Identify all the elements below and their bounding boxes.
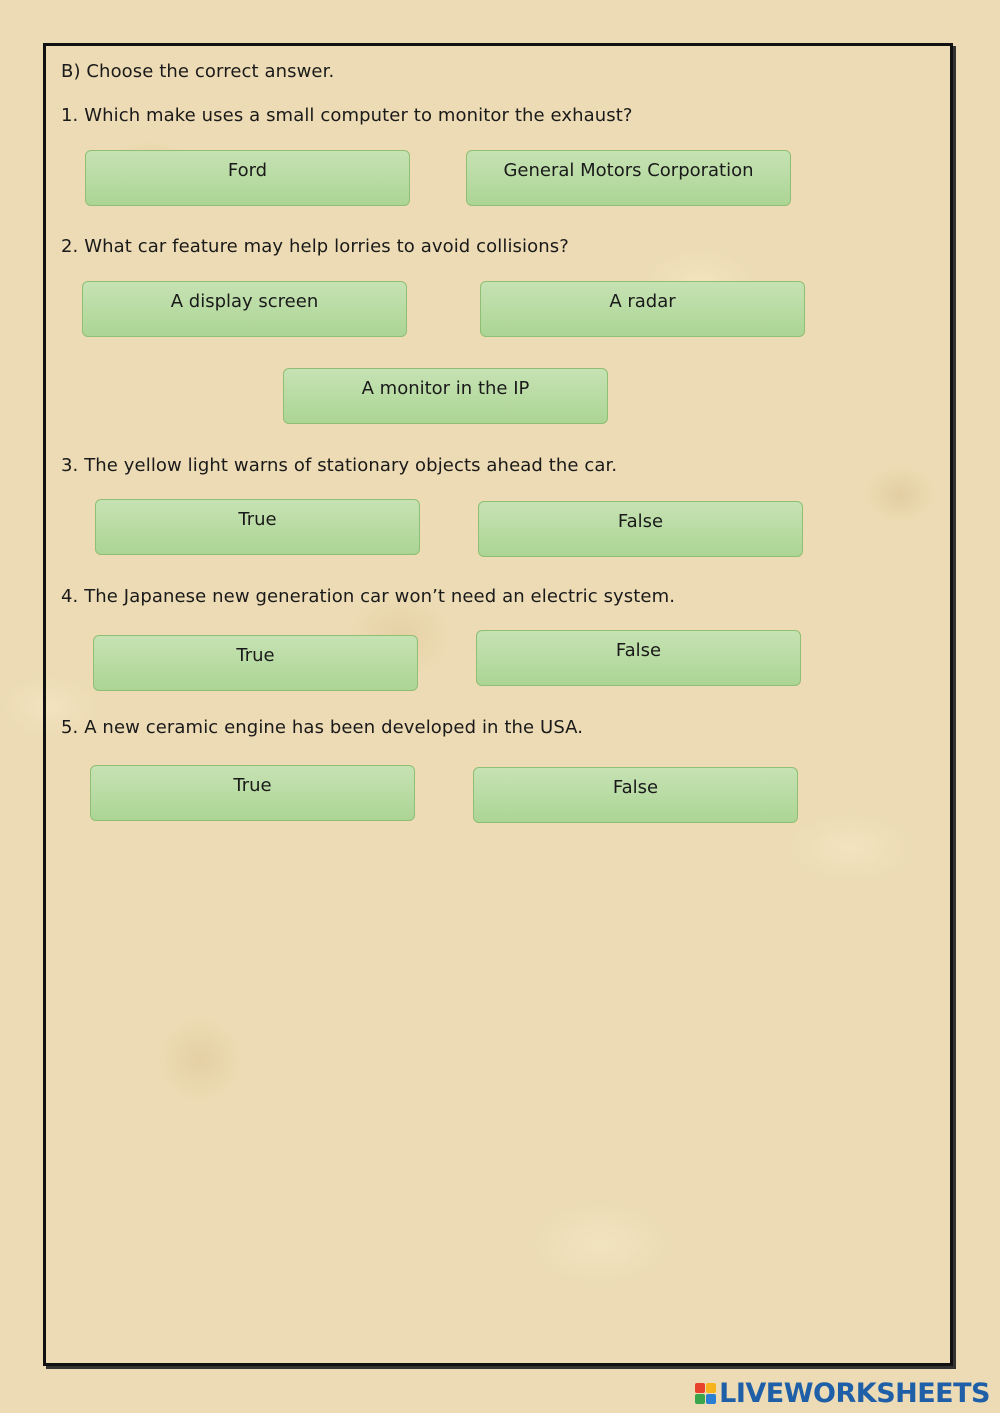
liveworksheets-brand[interactable] [695, 1378, 990, 1409]
question-4-text: 4. The Japanese new generation car won’t need an electric system. [61, 586, 676, 607]
q5-option-false[interactable]: False [473, 767, 798, 823]
q3-option-false[interactable]: False [478, 501, 803, 557]
logo-tile-red [695, 1383, 705, 1393]
q2-option-radar[interactable]: A radar [480, 281, 805, 337]
brand-name: LIVEWORKSHEETS [719, 1378, 990, 1409]
logo-tile-green [695, 1394, 705, 1404]
question-1-text: 1. Which make uses a small computer to monitor the exhaust? [61, 105, 633, 126]
instruction-text: B) Choose the correct answer. [61, 61, 335, 82]
question-3-text: 3. The yellow light warns of stationary objects ahead the car. [61, 455, 618, 476]
q4-option-true[interactable]: True [93, 635, 418, 691]
question-5-text: 5. A new ceramic engine has been developed in the USA. [61, 717, 584, 738]
q2-option-display-screen[interactable]: A display screen [82, 281, 407, 337]
liveworksheets-logo-icon [695, 1383, 716, 1404]
logo-tile-blue [706, 1394, 716, 1404]
q2-option-monitor[interactable]: A monitor in the IP [283, 368, 608, 424]
question-2-text: 2. What car feature may help lorries to avoid collisions? [61, 236, 569, 257]
q1-option-ford[interactable]: Ford [85, 150, 410, 206]
q5-option-true[interactable]: True [90, 765, 415, 821]
q1-option-general-motors[interactable]: General Motors Corporation [466, 150, 791, 206]
q3-option-true[interactable]: True [95, 499, 420, 555]
q4-option-false[interactable]: False [476, 630, 801, 686]
logo-tile-yellow [706, 1383, 716, 1393]
